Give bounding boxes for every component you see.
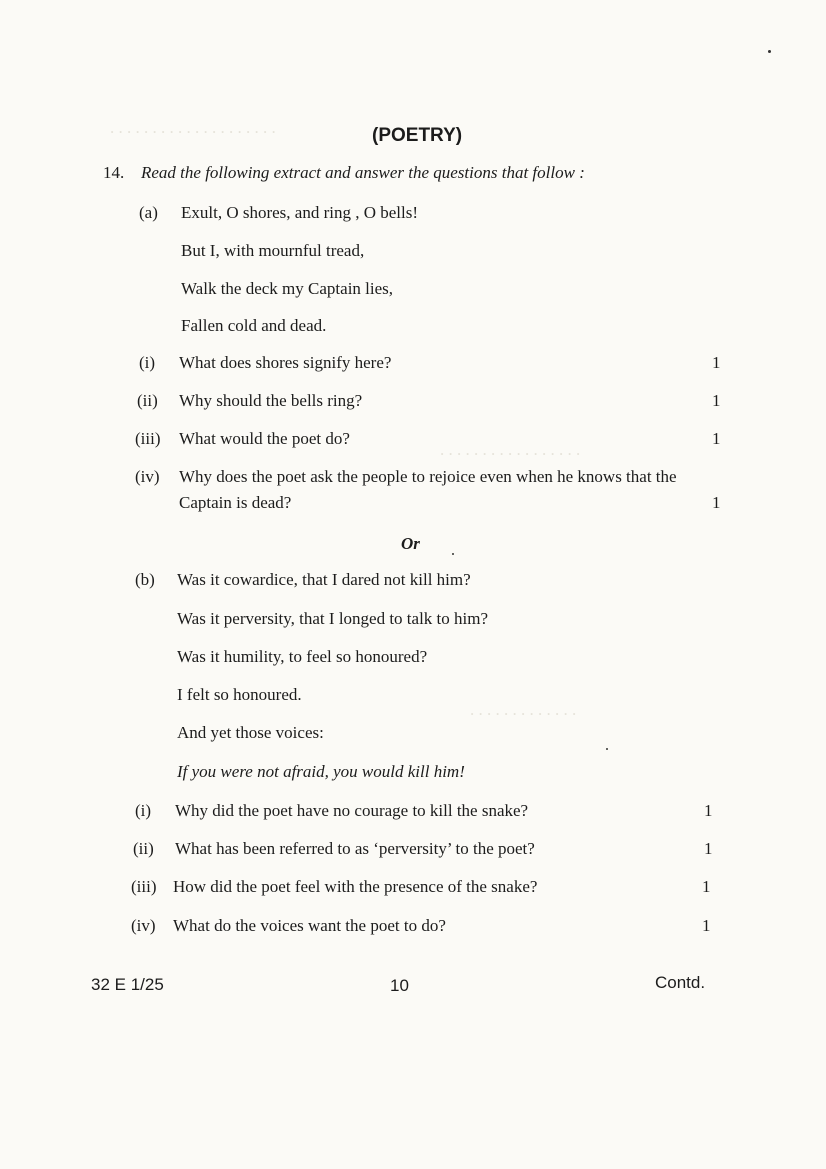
question-instruction: Read the following extract and answer the questions that follow : <box>141 163 585 182</box>
poem-line: Was it perversity, that I longed to talk to him? <box>177 609 489 628</box>
subquestion-text: Why did the poet have no courage to kill the snake? <box>175 801 529 820</box>
marks: 1 <box>712 353 721 372</box>
part-b-label: (b) <box>135 570 155 589</box>
subquestion-number: (iii) <box>135 429 161 448</box>
subquestion-number: (ii) <box>137 391 158 410</box>
poem-line: And yet those voices: <box>177 723 324 742</box>
section-heading: (POETRY) <box>372 125 463 146</box>
subquestion-text-continued: Captain is dead? <box>179 493 292 512</box>
marks: 1 <box>702 916 711 935</box>
scan-speck <box>768 50 771 53</box>
bleed-through-text: . . . . . . . . . . . . . . . . . . . . <box>110 118 276 137</box>
poem-line: If you were not afraid, you would kill him! <box>177 762 465 781</box>
question-number: 14. <box>103 163 125 182</box>
poem-line: I felt so honoured. <box>177 685 302 704</box>
poem-line: Was it humility, to feel so honoured? <box>177 647 428 666</box>
marks: 1 <box>712 429 721 448</box>
subquestion-number: (iii) <box>131 877 157 896</box>
subquestion-text: How did the poet feel with the presence of the snake? <box>173 877 538 896</box>
marks: 1 <box>712 493 721 512</box>
marks: 1 <box>702 877 711 896</box>
scan-speck <box>452 553 454 555</box>
bleed-through-text: . . . . . . . . . . . . . . . . . <box>440 440 581 459</box>
subquestion-number: (ii) <box>133 839 154 858</box>
subquestion-number: (iv) <box>131 916 156 935</box>
poem-line: Fallen cold and dead. <box>181 316 327 335</box>
subquestion-number: (i) <box>135 801 152 820</box>
poem-line: But I, with mournful tread, <box>181 241 365 260</box>
subquestion-text: What does shores signify here? <box>179 353 392 372</box>
poem-line: Walk the deck my Captain lies, <box>181 279 394 298</box>
page-number: 10 <box>390 976 409 995</box>
subquestion-text: Why does the poet ask the people to rejoice even when he knows that the <box>179 467 677 486</box>
subquestion-number: (iv) <box>135 467 160 486</box>
poem-line: Was it cowardice, that I dared not kill him? <box>177 570 471 589</box>
subquestion-text: Why should the bells ring? <box>179 391 363 410</box>
or-divider: Or <box>401 534 420 553</box>
bleed-through-text: . . . . . . . . . . . . . <box>470 700 577 719</box>
scan-speck <box>606 748 608 750</box>
subquestion-text: What do the voices want the poet to do? <box>173 916 446 935</box>
poem-line: Exult, O shores, and ring , O bells! <box>181 203 419 222</box>
marks: 1 <box>704 839 713 858</box>
subquestion-text: What has been referred to as ‘perversity’ to the poet? <box>175 839 535 858</box>
marks: 1 <box>704 801 713 820</box>
continued-label: Contd. <box>655 973 706 992</box>
marks: 1 <box>712 391 721 410</box>
part-a-label: (a) <box>139 203 158 222</box>
subquestion-number: (i) <box>139 353 156 372</box>
subquestion-text: What would the poet do? <box>179 429 350 448</box>
paper-code: 32 E 1/25 <box>91 975 164 994</box>
